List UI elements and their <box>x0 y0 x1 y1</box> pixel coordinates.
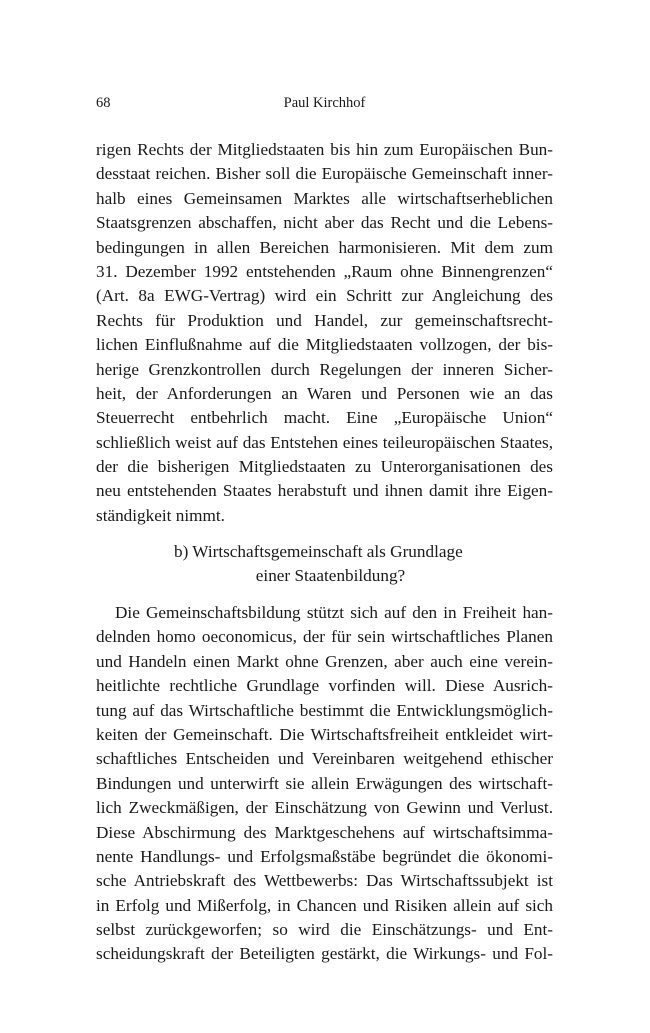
page-number: 68 <box>96 95 111 111</box>
text-line: der die bisherigen Mitgliedstaaten zu Unterorganisationen des <box>96 457 553 477</box>
text-line: heitlichte rechtliche Grundlage vorfinden will. Diese Ausrich- <box>96 676 553 696</box>
text-line: lich Zweckmäßigen, der Einschätzung von Gewinn und Verlust. <box>96 798 553 818</box>
text-line: lichen Einflußnahme auf die Mitgliedstaaten vollzogen, der bis- <box>96 335 553 355</box>
running-head: Paul Kirchhof <box>283 95 366 111</box>
page-header <box>96 95 553 115</box>
text-line: ständigkeit nimmt. <box>96 505 225 525</box>
text-line: sche Antriebskraft des Wettbewerbs: Das Wirtschaftssubjekt ist <box>96 871 553 891</box>
text-line: herige Grenzkontrollen durch Regelungen der inneren Sicher- <box>96 359 553 379</box>
text-line: neu entstehenden Staates herabstuft und ihnen damit ihre Eigen- <box>96 481 553 501</box>
text-line: in Erfolg und Mißerfolg, in Chancen und Risiken allein auf sich <box>96 895 553 915</box>
text-line: schließlich weist auf das Entstehen eines teileuropäischen Staates, <box>96 432 553 452</box>
text-line: tung auf das Wirtschaftliche bestimmt die Entwicklungsmöglich- <box>96 700 553 720</box>
text-line: Rechts für Produktion und Handel, zur gemeinschaftsrecht- <box>96 310 553 330</box>
text-line: keiten der Gemeinschaft. Die Wirtschaftsfreiheit entkleidet wirt- <box>96 724 553 744</box>
text-line: desstaat reichen. Bisher soll die Europäische Gemeinschaft inner- <box>96 164 553 184</box>
section-heading-line-2: einer Staatenbildung? <box>255 566 406 586</box>
text-line: Diese Abschirmung des Marktgeschehens auf wirtschaftsimma- <box>96 822 553 842</box>
section-heading <box>96 540 553 589</box>
text-line: schaftliches Entscheiden und Vereinbaren weitgehend ethischer <box>96 749 553 769</box>
text-line: heit, der Anforderungen an Waren und Personen wie an das <box>96 383 553 403</box>
text-line: selbst zurückgeworfen; so wird die Einschätzungs- und Ent- <box>96 920 553 940</box>
text-line: Bindungen und unterwirft sie allein Erwägungen des wirtschaft- <box>96 773 553 793</box>
text-line: scheidungskraft der Beteiligten gestärkt, die Wirkungs- und Fol- <box>96 944 553 964</box>
text-line: (Art. 8a EWG-Vertrag) wird ein Schritt zur Angleichung des <box>96 286 553 306</box>
text-line: Steuerrecht entbehrlich macht. Eine „Europäische Union“ <box>96 408 553 428</box>
text-line: und Handeln einen Markt ohne Grenzen, aber auch eine verein- <box>96 651 553 671</box>
text-line: rigen Rechts der Mitgliedstaaten bis hin zum Europäischen Bun- <box>96 140 553 159</box>
text-line: delnden homo oeconomicus, der für sein wirtschaftliches Planen <box>96 627 553 647</box>
text-line: 31. Dezember 1992 entstehenden „Raum ohne Binnengrenzen“ <box>96 261 553 281</box>
text-line: bedingungen in allen Bereichen harmonisieren. Mit dem zum <box>96 237 553 257</box>
text-line: halb eines Gemeinsamen Marktes alle wirtschaftserheblichen <box>96 188 553 208</box>
paragraph-1 <box>96 138 553 528</box>
text-line: Die Gemeinschaftsbildung stützt sich auf den in Freiheit han- <box>115 603 553 622</box>
section-heading-line-1: b) Wirtschaftsgemeinschaft als Grundlage <box>174 542 463 561</box>
text-line: Staatsgrenzen abschaffen, nicht aber das Recht und die Lebens- <box>96 213 553 233</box>
text-line: nente Handlungs- und Erfolgsmaßstäbe begründet die ökonomi- <box>96 846 553 866</box>
paragraph-2 <box>96 601 553 967</box>
